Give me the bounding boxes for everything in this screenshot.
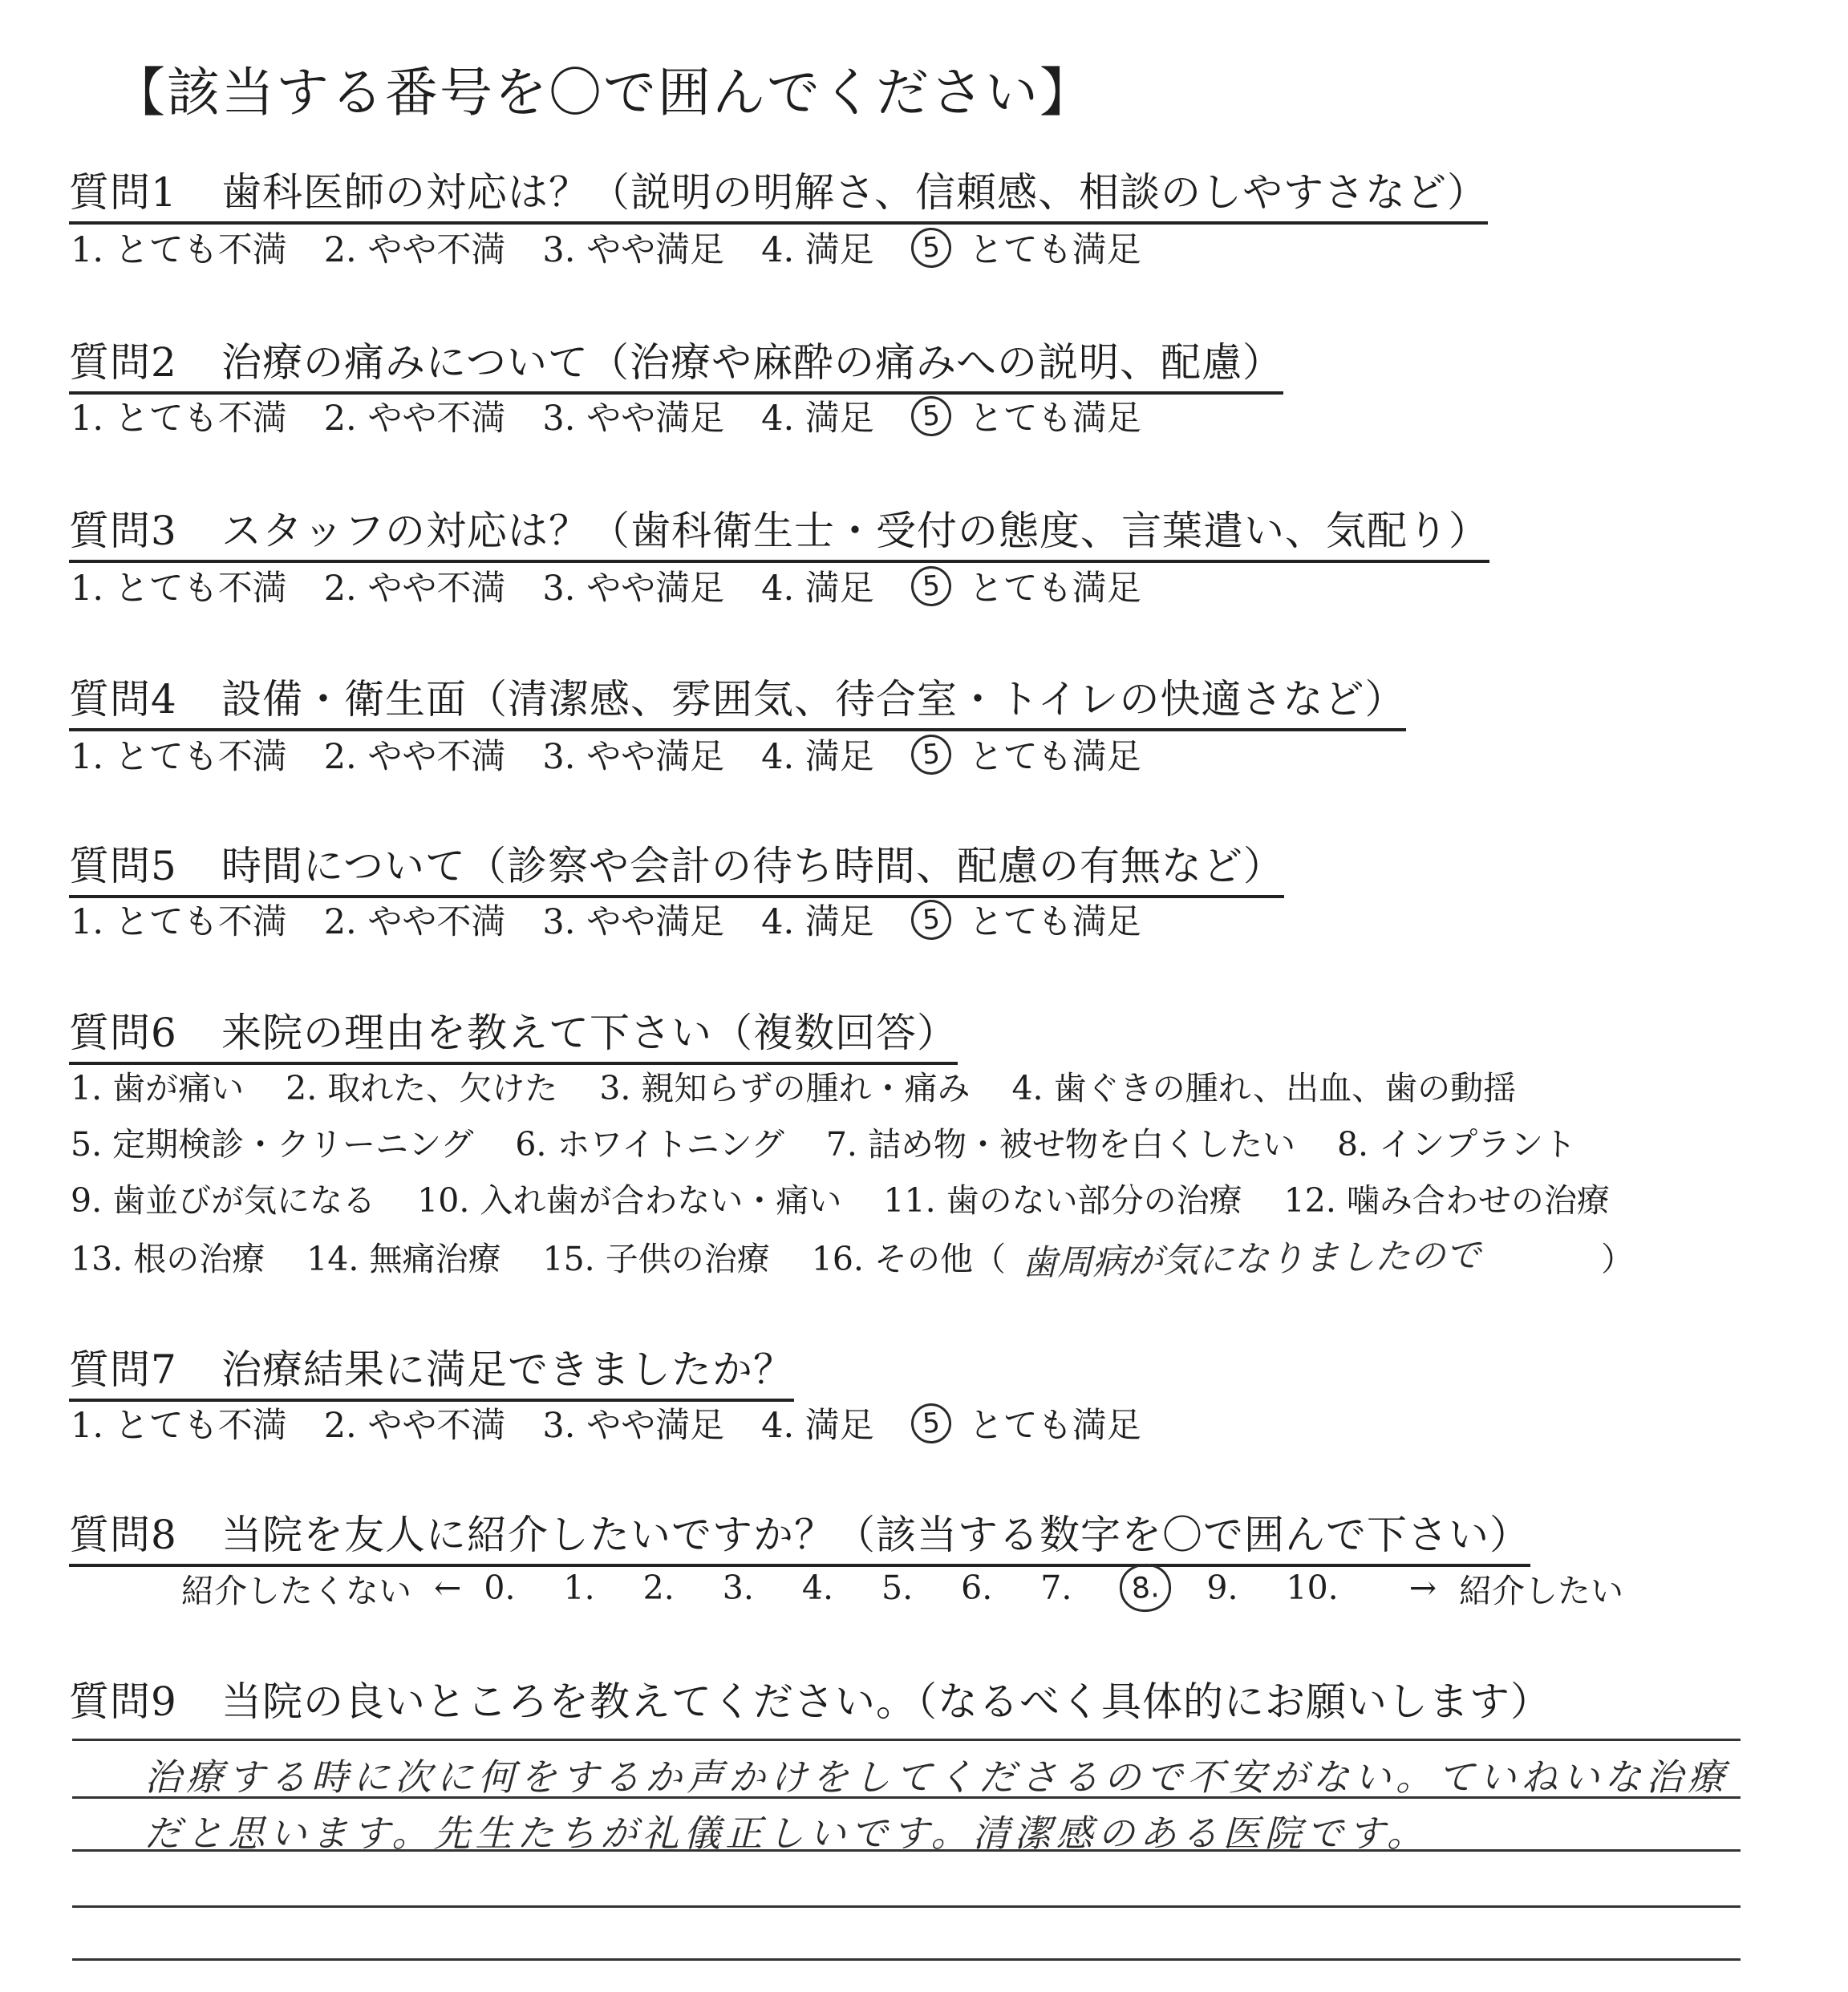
selected-option-circle[interactable]: 5 xyxy=(910,565,952,607)
selected-option-circle[interactable]: 5 xyxy=(910,733,952,775)
option-1[interactable]: 1. とても不満 xyxy=(71,230,287,270)
option-2[interactable]: 2. やや不満 xyxy=(323,737,506,777)
question-4-options xyxy=(71,730,1141,779)
option-3[interactable]: 3. やや満足 xyxy=(542,737,725,777)
reason-option[interactable]: 12. 噛み合わせの治療 xyxy=(1283,1181,1610,1220)
option-4[interactable]: 4. 満足 xyxy=(761,230,874,270)
question-text: スタッフの対応は？（歯科衛生士・受付の態度、言葉遣い、気配り） xyxy=(221,508,1489,554)
question-6-row-1 xyxy=(71,1062,1558,1109)
selected-option-circle[interactable]: 5 xyxy=(910,395,952,437)
scale-value[interactable]: 0. xyxy=(484,1569,516,1607)
option-2[interactable]: 2. やや不満 xyxy=(323,569,506,609)
selected-option-label: とても満足 xyxy=(968,902,1141,942)
scale-value[interactable]: 10. xyxy=(1286,1569,1339,1607)
reason-option[interactable]: 6. ホワイトニング xyxy=(515,1125,784,1164)
question-number: 質問1 xyxy=(69,169,177,216)
ruled-line xyxy=(72,1905,1741,1908)
handwritten-answer-line[interactable]: だと思います。先生たちが礼儀正しいです。清潔感のある医院です。 xyxy=(144,1812,1429,1855)
scale-left-label: 紹介したくない xyxy=(181,1571,411,1610)
reason-option[interactable]: 3. 親知らずの腫れ・痛み xyxy=(599,1069,971,1107)
question-6-row-2 xyxy=(71,1118,1618,1165)
scale-value[interactable]: 7. xyxy=(1040,1569,1072,1607)
selected-option-label: とても満足 xyxy=(968,737,1141,777)
question-text: 歯科医師の対応は？（説明の明解さ、信頼感、相談のしやすさなど） xyxy=(221,169,1488,216)
scale-value[interactable]: 6. xyxy=(961,1569,993,1607)
reason-option[interactable]: 11. 歯のない部分の治療 xyxy=(883,1181,1242,1220)
selected-option-circle[interactable]: 5 xyxy=(910,226,952,269)
question-text: 当院の良いところを教えてください。（なるべく具体的にお願いします） xyxy=(221,1678,1551,1725)
reason-other-close: ） xyxy=(1601,1239,1634,1278)
scale-value[interactable]: 1. xyxy=(563,1569,595,1607)
question-6-row-3 xyxy=(71,1174,1651,1221)
reason-option[interactable]: 7. 詰め物・被せ物を白くしたい xyxy=(825,1125,1295,1164)
question-number: 質問5 xyxy=(69,843,177,889)
reason-option[interactable]: 2. 取れた、欠けた xyxy=(286,1069,558,1107)
option-4[interactable]: 4. 満足 xyxy=(761,399,874,439)
selected-option-label: とても満足 xyxy=(968,399,1141,439)
question-number: 質問2 xyxy=(69,339,177,386)
option-4[interactable]: 4. 満足 xyxy=(761,902,874,942)
ruled-line xyxy=(72,1958,1741,1961)
option-3[interactable]: 3. やや満足 xyxy=(542,230,725,270)
question-number: 質問6 xyxy=(69,1010,177,1056)
option-1[interactable]: 1. とても不満 xyxy=(71,737,287,777)
question-7-options xyxy=(71,1399,1141,1447)
reason-option[interactable]: 1. 歯が痛い xyxy=(71,1069,245,1107)
option-2[interactable]: 2. やや不満 xyxy=(323,902,506,942)
question-5-title xyxy=(69,834,1284,898)
question-3-options xyxy=(71,561,1141,610)
selected-option-circle[interactable]: 5 xyxy=(910,898,952,941)
option-1[interactable]: 1. とても不満 xyxy=(71,1406,287,1446)
reason-option[interactable]: 14. 無痛治療 xyxy=(306,1239,501,1278)
question-8-title xyxy=(69,1503,1530,1567)
question-9-title xyxy=(69,1670,1551,1727)
handwritten-answer-line[interactable]: 治療する時に次に何をするか声かけをしてくださるので不安がない。ていねいな治療 xyxy=(144,1755,1729,1799)
option-1[interactable]: 1. とても不満 xyxy=(71,399,287,439)
question-text: 来院の理由を教えて下さい（複数回答） xyxy=(221,1010,958,1056)
reason-other-label: 16. その他（ xyxy=(811,1239,1006,1278)
question-number: 質問3 xyxy=(69,508,177,554)
option-2[interactable]: 2. やや不満 xyxy=(323,230,506,270)
question-text: 時間について（診察や会計の待ち時間、配慮の有無など） xyxy=(221,843,1284,889)
option-3[interactable]: 3. やや満足 xyxy=(542,569,725,609)
option-4[interactable]: 4. 満足 xyxy=(761,569,874,609)
reason-option[interactable]: 10. 入れ歯が合わない・痛い xyxy=(417,1181,842,1220)
question-3-title xyxy=(69,499,1489,563)
scale-value[interactable]: 2. xyxy=(642,1569,675,1607)
reason-option[interactable]: 13. 根の治療 xyxy=(71,1239,265,1278)
scale-value[interactable]: 3. xyxy=(722,1569,754,1607)
question-6-row-4 xyxy=(71,1230,1634,1284)
question-1-title xyxy=(69,160,1488,225)
selected-scale-value-circle[interactable]: 8. xyxy=(1118,1562,1173,1613)
question-text: 当院を友人に紹介したいですか？（該当する数字を〇で囲んで下さい） xyxy=(221,1512,1530,1558)
option-3[interactable]: 3. やや満足 xyxy=(542,902,725,942)
selected-option-label: とても満足 xyxy=(968,1406,1141,1446)
option-2[interactable]: 2. やや不満 xyxy=(323,1406,506,1446)
question-text: 設備・衛生面（清潔感、雰囲気、待合室・トイレの快適さなど） xyxy=(221,676,1406,723)
right-arrow-icon: → xyxy=(1408,1569,1437,1607)
option-3[interactable]: 3. やや満足 xyxy=(542,399,725,439)
reason-option[interactable]: 15. 子供の治療 xyxy=(542,1239,770,1278)
question-number: 質問7 xyxy=(69,1346,177,1393)
reason-other-answer[interactable]: 歯周病が気になりましたので xyxy=(1021,1235,1481,1284)
selected-option-circle[interactable]: 5 xyxy=(910,1402,952,1444)
scale-value[interactable]: 5. xyxy=(881,1569,914,1607)
recommend-scale xyxy=(181,1564,1623,1612)
scale-value[interactable]: 4. xyxy=(801,1569,833,1607)
option-3[interactable]: 3. やや満足 xyxy=(542,1406,725,1446)
reason-option[interactable]: 9. 歯並びが気になる xyxy=(71,1181,376,1220)
option-1[interactable]: 1. とても不満 xyxy=(71,902,287,942)
question-number: 質問4 xyxy=(69,676,177,723)
option-4[interactable]: 4. 満足 xyxy=(761,1406,874,1446)
reason-option[interactable]: 8. インプラント xyxy=(1336,1125,1577,1164)
question-1-options xyxy=(71,223,1141,272)
scale-right-label: 紹介したい xyxy=(1459,1571,1624,1610)
question-5-options xyxy=(71,895,1141,944)
selected-option-label: とても満足 xyxy=(968,230,1141,270)
reason-option[interactable]: 4. 歯ぐきの腫れ、出血、歯の動揺 xyxy=(1011,1069,1517,1107)
question-6-title xyxy=(69,1001,958,1065)
option-1[interactable]: 1. とても不満 xyxy=(71,569,287,609)
selected-option-label: とても満足 xyxy=(968,569,1141,609)
left-arrow-icon: ← xyxy=(434,1569,462,1607)
reason-option[interactable]: 5. 定期検診・クリーニング xyxy=(71,1125,474,1164)
ruled-line xyxy=(72,1739,1741,1741)
question-4-title xyxy=(69,667,1406,731)
question-text: 治療結果に満足できましたか？ xyxy=(221,1346,794,1393)
option-4[interactable]: 4. 満足 xyxy=(761,737,874,777)
question-7-title xyxy=(69,1338,794,1402)
option-2[interactable]: 2. やや不満 xyxy=(323,399,506,439)
question-2-options xyxy=(71,391,1141,440)
question-number: 質問8 xyxy=(69,1512,177,1558)
question-number: 質問9 xyxy=(69,1678,177,1725)
scale-value[interactable]: 9. xyxy=(1206,1569,1238,1607)
form-header: 【該当する番号を〇で囲んでください】 xyxy=(112,62,1094,123)
question-2-title xyxy=(69,330,1283,395)
question-text: 治療の痛みについて（治療や麻酔の痛みへの説明、配慮） xyxy=(221,339,1283,386)
